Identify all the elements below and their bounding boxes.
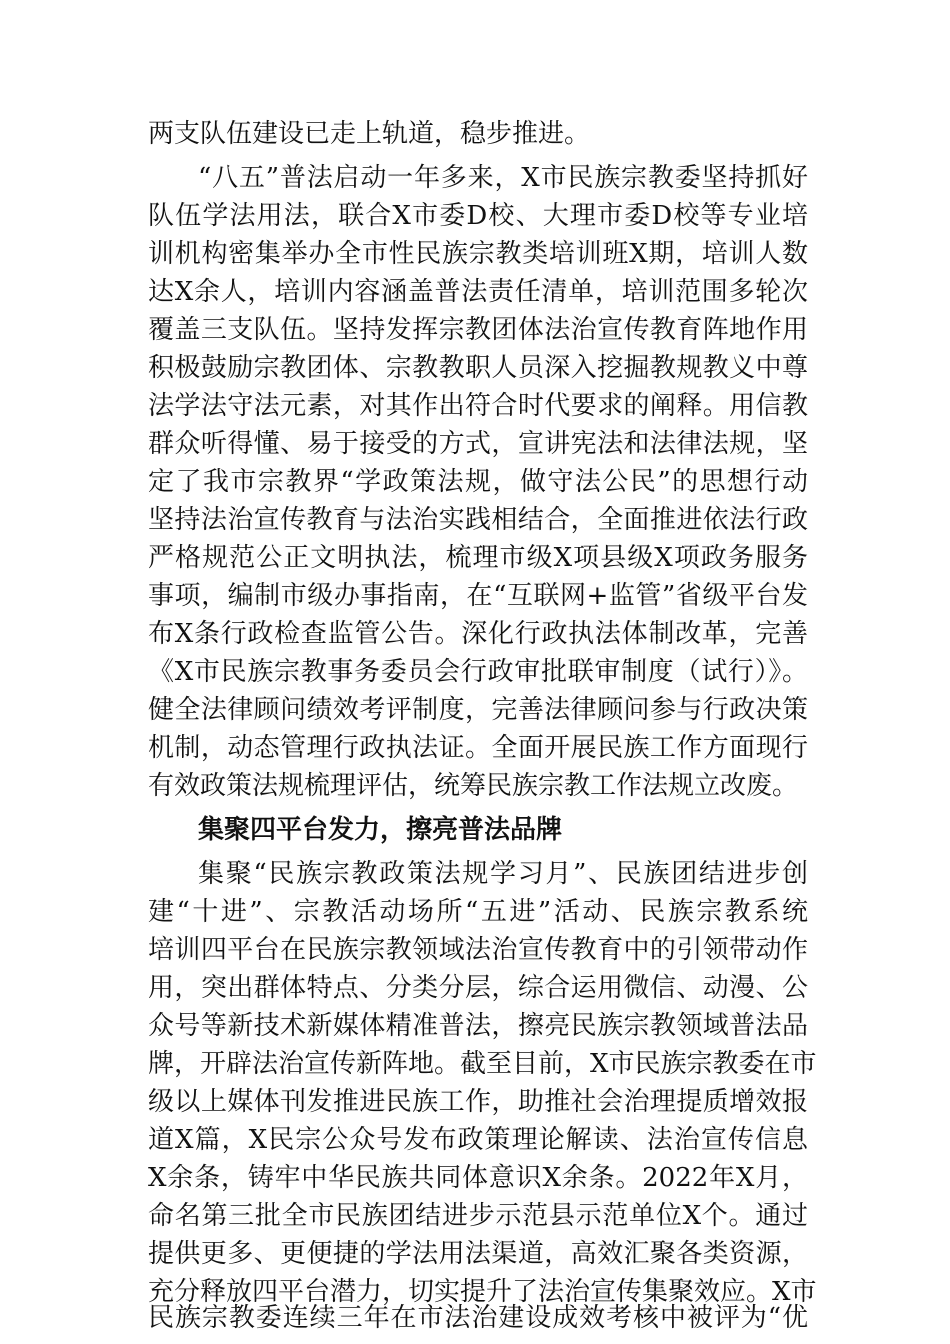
text-line: 众号等新技术新媒体精准普法，擦亮民族宗教领域普法品	[148, 1011, 808, 1041]
text-line: 群众听得懂、易于接受的方式，宣讲宪法和法律法规，坚	[148, 429, 808, 459]
text-line: 培训四平台在民族宗教领域法治宣传教育中的引领带动作	[148, 935, 808, 965]
text-line: 提供更多、更便捷的学法用法渠道，高效汇聚各类资源，	[148, 1239, 808, 1269]
text-line: 级以上媒体刊发推进民族工作，助推社会治理提质增效报	[148, 1087, 808, 1117]
text-line: 健全法律顾问绩效考评制度，完善法律顾问参与行政决策	[148, 695, 808, 725]
text-line: 法学法守法元素，对其作出符合时代要求的阐释。用信教	[148, 391, 808, 421]
text-line: 事项，编制市级办事指南，在“互联网+监管”省级平台发	[148, 581, 808, 611]
text-line: 民族宗教委连续三年在市法治建设成效考核中被评为“优	[148, 1303, 808, 1333]
text-line: 队伍学法用法，联合X市委D校、大理市委D校等专业培	[148, 201, 808, 231]
text-line: 有效政策法规梳理评估，统筹民族宗教工作法规立改废。	[148, 771, 799, 801]
text-line: 达X余人，培训内容涵盖普法责任清单，培训范围多轮次	[148, 277, 808, 307]
text-line: “八五”普法启动一年多来，X市民族宗教委坚持抓好	[198, 163, 808, 193]
text-line: 布X条行政检查监管公告。深化行政执法体制改革，完善	[148, 619, 808, 649]
text-line: 坚持法治宣传教育与法治实践相结合，全面推进依法行政	[148, 505, 808, 535]
text-line: 机制，动态管理行政执法证。全面开展民族工作方面现行	[148, 733, 808, 763]
text-line: 建“十进”、宗教活动场所“五进”活动、民族宗教系统	[148, 897, 808, 927]
text-line: 积极鼓励宗教团体、宗教教职人员深入挖掘教规教义中尊	[148, 353, 808, 383]
text-line: 两支队伍建设已走上轨道，稳步推进。	[148, 119, 591, 149]
text-line: 充分释放四平台潜力，切实提升了法治宣传集聚效应。X市	[148, 1277, 817, 1307]
text-line: 牌，开辟法治宣传新阵地。截至目前，X市民族宗教委在市	[148, 1049, 817, 1079]
text-line: 道X篇，X民宗公众号发布政策理论解读、法治宣传信息	[148, 1125, 808, 1155]
text-line: 《X市民族宗教事务委员会行政审批联审制度（试行）》。	[148, 657, 808, 687]
text-line: 命名第三批全市民族团结进步示范县示范单位X个。通过	[148, 1201, 808, 1231]
text-line: 定了我市宗教界“学政策法规，做守法公民”的思想行动	[148, 467, 808, 497]
text-line: 严格规范公正文明执法，梳理市级X项县级X项政务服务	[148, 543, 808, 573]
text-line: X余条，铸牢中华民族共同体意识X余条。2022年X月，	[148, 1163, 808, 1193]
text-line: 训机构密集举办全市性民族宗教类培训班X期，培训人数	[148, 239, 808, 269]
text-line: 用，突出群体特点、分类分层，综合运用微信、动漫、公	[148, 973, 808, 1003]
text-line: 集聚“民族宗教政策法规学习月”、民族团结进步创	[198, 859, 808, 889]
text-line: 覆盖三支队伍。坚持发挥宗教团体法治宣传教育阵地作用	[148, 315, 808, 345]
section-heading: 集聚四平台发力，擦亮普法品牌	[198, 815, 563, 845]
